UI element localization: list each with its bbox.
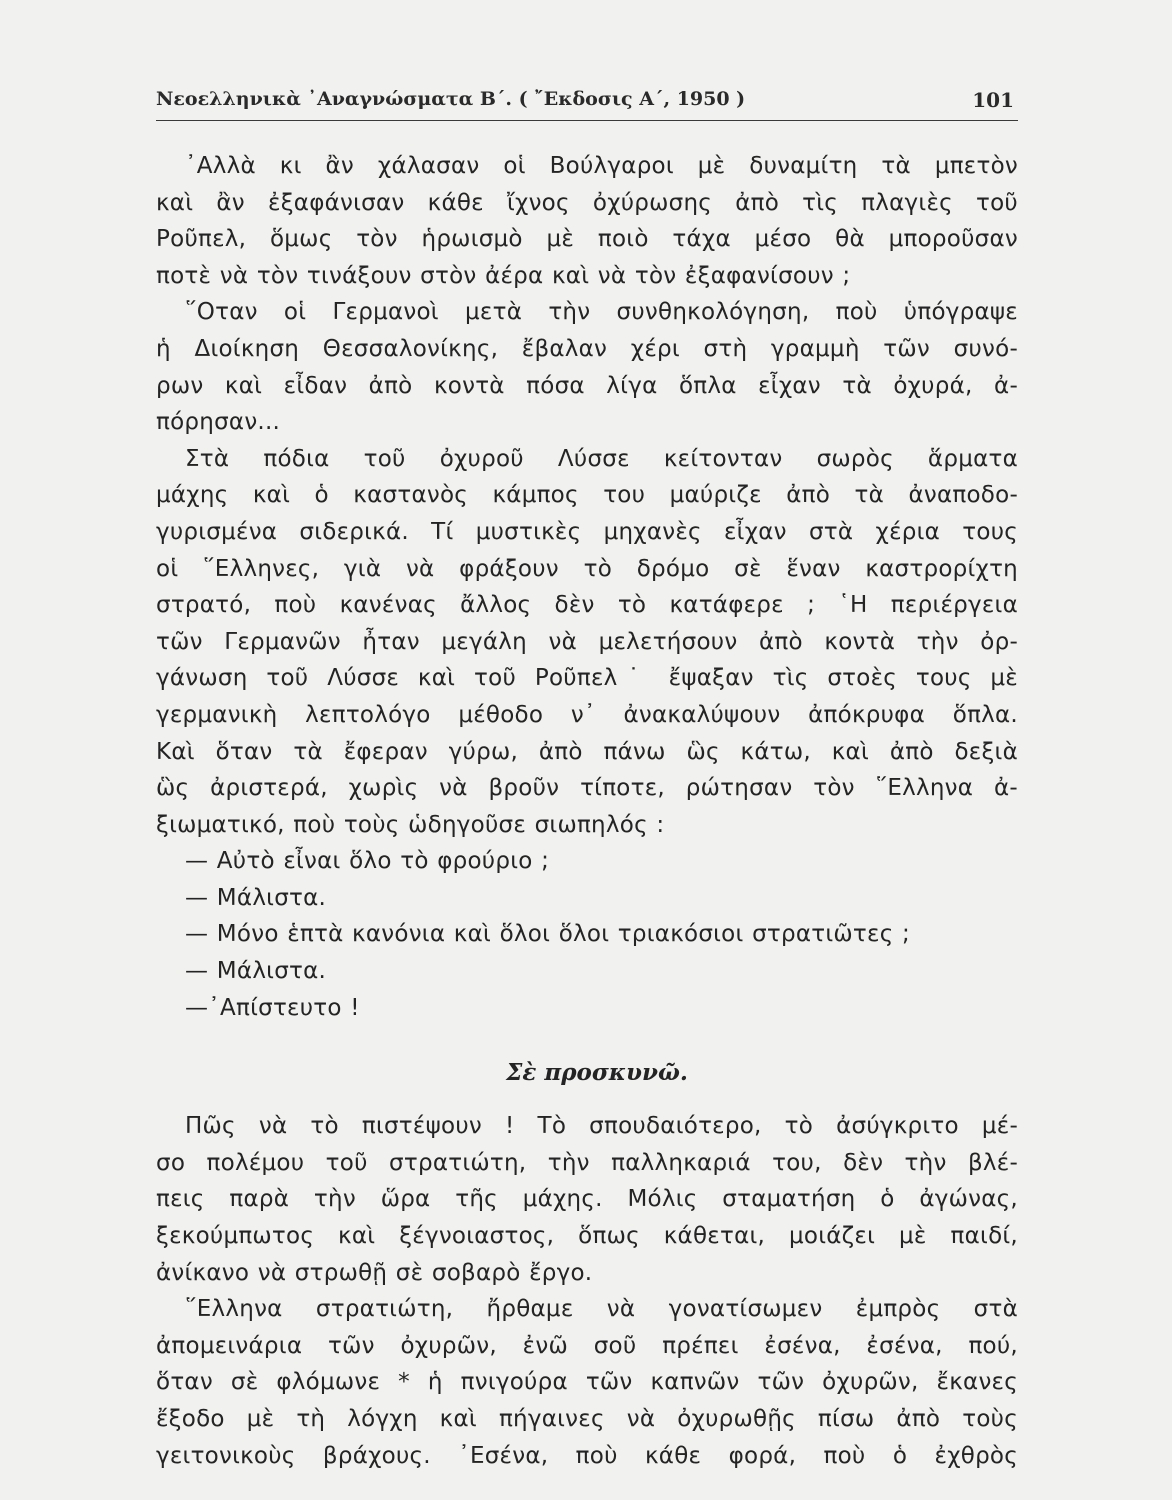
text-line: ξιωματικό, ποὺ τοὺς ὡδηγοῦσε σιωπηλός : [156, 811, 665, 838]
header-title: Νεοελληνικὰ ᾿Αναγνώσματα Β΄. ( ῎Εκδοσις Α΄, 1950 ) [156, 88, 746, 110]
text-line: γειτονικοὺς βράχους. ᾿Εσένα, ποὺ κάθε φορά, ποὺ ὁ ἐχθρὸς [156, 1442, 1018, 1469]
text-line: τῶν Γερμανῶν ἦταν μεγάλη νὰ μελετήσουν ἀπὸ κοντὰ τὴν ὀρ- [156, 628, 1018, 655]
text-line: ρων καὶ εἶδαν ἀπὸ κοντὰ πόσα λίγα ὅπλα εἶχαν τὰ ὀχυρά, ἀ- [156, 372, 1018, 399]
running-header [156, 86, 1018, 121]
text-line: ξεκούμπωτος καὶ ξέγνοιαστος, ὅπως κάθεται, μοιάζει μὲ παιδί, [156, 1223, 1018, 1250]
text-line: γερμανικὴ λεπτολόγο μέθοδο ν᾿ ἀνακαλύψουν ἀπόκρυφα ὅπλα. [156, 701, 1018, 728]
dialogue-line: —᾿Απίστευτο ! [185, 994, 360, 1021]
text-line: καὶ ἂν ἐξαφάνισαν κάθε ἴχνος ὀχύρωσης ἀπὸ τὶς πλαγιὲς τοῦ [156, 189, 1018, 216]
text-line: ὣς ἀριστερά, χωρὶς νὰ βροῦν τίποτε, ρώτησαν τὸν ῞Ελληνα ἀ- [156, 775, 1018, 802]
text-line: οἱ ῞Ελληνες, γιὰ νὰ φράξουν τὸ δρόμο σὲ ἕναν καστρορίχτη [156, 555, 1018, 582]
text-line: ἀνίκανο νὰ στρωθῇ σὲ σοβαρὸ ἔργο. [156, 1259, 593, 1286]
text-line: μάχης καὶ ὁ καστανὸς κάμπος του μαύριζε ἀπὸ τὰ ἀναποδο- [156, 482, 1018, 509]
text-line: Καὶ ὅταν τὰ ἔφεραν γύρω, ἀπὸ πάνω ὣς κάτω, καὶ ἀπὸ δεξιὰ [156, 738, 1018, 765]
text-line: στρατό, ποὺ κανένας ἄλλος δὲν τὸ κατάφερε ; ῾Η περιέργεια [156, 592, 1018, 619]
dialogue-line: — Μάλιστα. [185, 958, 327, 985]
body-text [156, 148, 1018, 1474]
dialogue-line: — Μάλιστα. [185, 884, 327, 911]
text-line: ᾿Αλλὰ κι ἂν χάλασαν οἱ Βούλγαροι μὲ δυναμίτη τὰ μπετὸν [185, 153, 1018, 179]
text-line: ἡ Διοίκηση Θεσσαλονίκης, ἔβαλαν χέρι στὴ γραμμὴ τῶν συνό- [156, 335, 1018, 362]
text-line: πεις παρὰ τὴν ὥρα τῆς μάχης. Μόλις σταματήση ὁ ἀγώνας, [156, 1186, 1018, 1213]
section-heading: Σὲ προσκυνῶ. [506, 1059, 688, 1087]
text-line: Πῶς νὰ τὸ πιστέψουν ! Τὸ σπουδαιότερο, τὸ ἀσύγκριτο μέ- [185, 1113, 1018, 1140]
text-line: σο πολέμου τοῦ στρατιώτη, τὴν παλληκαριά του, δὲν τὴν βλέ- [156, 1149, 1018, 1176]
text-line: ὅταν σὲ φλόμωνε * ἡ πνιγούρα τῶν καπνῶν τῶν ὀχυρῶν, ἔκανες [156, 1369, 1018, 1396]
text-line: ἀπομεινάρια τῶν ὀχυρῶν, ἐνῶ σοῦ πρέπει ἐσένα, ἐσένα, πού, [156, 1332, 1018, 1359]
text-line: πόρησαν... [156, 409, 281, 436]
text-line: ῞Οταν οἱ Γερμανοὶ μετὰ τὴν συνθηκολόγηση, ποὺ ὑπόγραψε [185, 299, 1018, 326]
text-line: Στὰ πόδια τοῦ ὀχυροῦ Λύσσε κείτονταν σωρὸς ἅρματα [185, 445, 1018, 472]
page-number: 101 [972, 88, 1014, 112]
text-line: γάνωση τοῦ Λύσσε καὶ τοῦ Ροῦπελ˙ ἔψαξαν τὶς στοὲς τους μὲ [156, 665, 1018, 692]
text-line: Ροῦπελ, ὅμως τὸν ἡρωισμὸ μὲ ποιὸ τάχα μέσο θὰ μποροῦσαν [156, 226, 1018, 253]
dialogue-line: — Μόνο ἑπτὰ κανόνια καὶ ὅλοι ὅλοι τριακόσιοι στρατιῶτες ; [185, 921, 911, 948]
text-line: ῞Ελληνα στρατιώτη, ἤρθαμε νὰ γονατίσωμεν ἐμπρὸς στὰ [185, 1296, 1018, 1323]
text-line: ποτὲ νὰ τὸν τινάξουν στὸν ἀέρα καὶ νὰ τὸν ἐξαφανίσουν ; [156, 262, 851, 289]
text-line: ἔξοδο μὲ τὴ λόγχη καὶ πήγαινες νὰ ὀχυρωθῇς πίσω ἀπὸ τοὺς [156, 1406, 1018, 1432]
text-line: γυρισμένα σιδερικά. Τί μυστικὲς μηχανὲς εἶχαν στὰ χέρια τους [156, 518, 1018, 545]
dialogue-line: — Αὐτὸ εἶναι ὅλο τὸ φρούριο ; [185, 848, 550, 875]
